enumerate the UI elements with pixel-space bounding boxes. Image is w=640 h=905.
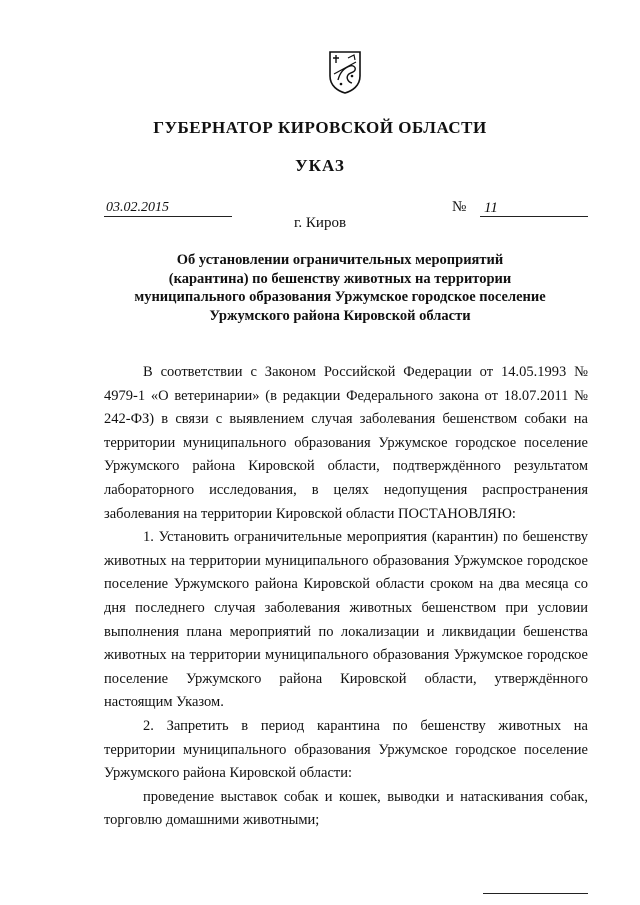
- number-label: №: [452, 199, 467, 215]
- document-body: [104, 361, 588, 833]
- body-paragraph: В соответствии с Законом Российской Федерации от 14.05.1993 № 4979-1 «О ветеринарии» (в редакции Федерального закона от 18.07.2011 № 242-ФЗ) в связи с выявлением случая заболевания бешенством собаки на территории муниципального образования Уржумское городское поселение Уржумского района Кировской области, подтверждённого результатом лабораторного исследования, в целях недопущения распространения заболевания на территории Кировской области ПОСТАНОВЛЯЮ:: [104, 364, 588, 522]
- issuing-authority: ГУБЕРНАТОР КИРОВСКОЙ ОБЛАСТИ: [153, 118, 487, 137]
- body-paragraph: 2. Запретить в период карантина по бешенству животных на территории муниципального образования Уржумское городское поселение Уржумского района Кировской области:: [104, 717, 588, 782]
- document-title: [100, 251, 580, 326]
- title-line: Об установлении ограничительных мероприятий: [176, 252, 504, 268]
- body-paragraph: проведение выставок собак и кошек, выводки и натаскивания собак, торговлю домашними животными;: [104, 788, 588, 829]
- kirov-coat-of-arms-icon: [328, 50, 362, 94]
- document-date: 03.02.2015: [104, 200, 232, 217]
- city: г. Киров: [293, 215, 347, 231]
- document-number: 11: [480, 200, 588, 217]
- title-line: муниципального образования Уржумское городское поселение: [134, 289, 546, 306]
- title-line: (карантина) по бешенству животных на территории: [168, 270, 512, 287]
- body-paragraph: 1. Установить ограничительные мероприятия (карантин) по бешенству животных на территории муниципального образования Уржумское городское поселение Уржумского района Кировской области сроком на два месяца со дня последнего случая заболевания животных бешенством при условии выполнения плана мероприятий по локализации и ликвидации бешенства животных на территории муниципального образования Уржумское городское поселение Уржумского района Кировской области, утверждённого настоящим Указом.: [104, 529, 588, 711]
- title-line: Уржумского района Кировской области: [209, 308, 471, 325]
- footer-rule: [483, 893, 588, 894]
- document-type: УКАЗ: [295, 156, 345, 175]
